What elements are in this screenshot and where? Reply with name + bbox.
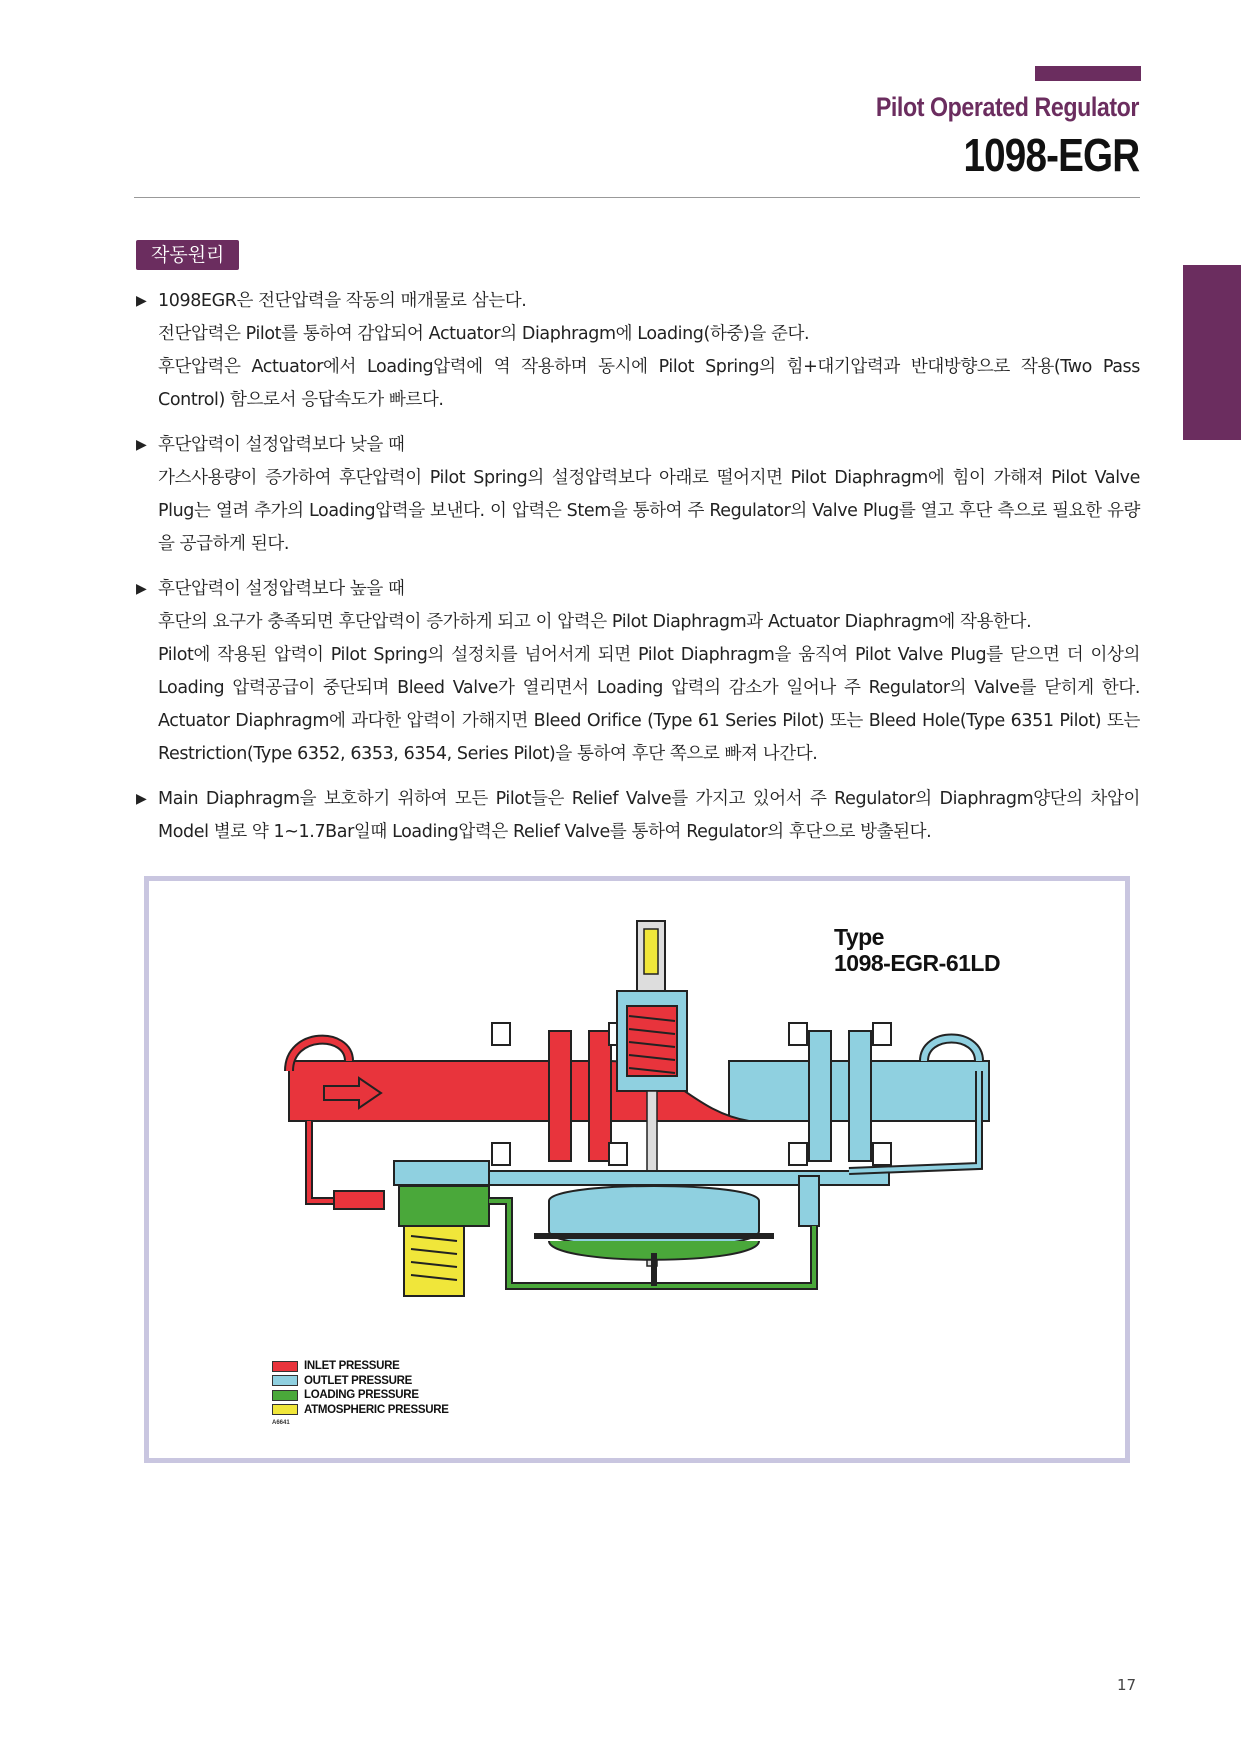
legend-label: INLET PRESSURE	[304, 1360, 400, 1373]
type-label-line1: Type	[834, 924, 884, 950]
legend-label: LOADING PRESSURE	[304, 1389, 419, 1402]
page-number: 17	[1117, 1676, 1137, 1694]
legend-item	[272, 1374, 449, 1389]
legend-swatch-loading	[272, 1390, 298, 1401]
page-title: 1098-EGR	[963, 129, 1139, 181]
bullet-line: 후단압력이 설정압력보다 높을 때	[158, 579, 405, 599]
header-accent-bar	[1035, 66, 1141, 81]
type-label-line2: 1098-EGR-61LD	[834, 950, 1001, 976]
page-subtitle: Pilot Operated Regulator	[875, 92, 1139, 122]
bullet-item	[136, 285, 1140, 417]
legend-swatch-atmospheric	[272, 1404, 298, 1415]
figure-code: A6641	[272, 1420, 290, 1426]
legend-item	[272, 1403, 449, 1418]
bullet-line: 후단의 요구가 충족되면 후단압력이 증가하게 되고 이 압력은 Pilot Diaphragm과 Actuator Diaphragm에 작용한다.	[158, 612, 1032, 632]
legend-item	[272, 1388, 449, 1403]
pressure-legend	[272, 1359, 449, 1426]
legend-label: OUTLET PRESSURE	[304, 1374, 412, 1387]
bullet-arrow-icon: ▶	[136, 293, 147, 309]
header-divider	[134, 197, 1140, 198]
bullet-line: 가스사용량이 증가하여 후단압력이 Pilot Spring의 설정압력보다 아래로 떨어지면 Pilot Diaphragm에 힘이 가해져 Pilot Valve Plug는 열려 추가의 Loading압력을 보낸다. 이 압력은 Stem을 통하여 주 Regulator의 Valve Plug를 열고 후단 측으로 필요한 유량을 공급하게 된다.	[158, 468, 1140, 554]
bullet-line: Pilot에 작용된 압력이 Pilot Spring의 설정치를 넘어서게 되면 Pilot Diaphragm을 움직여 Pilot Valve Plug를 닫으면 더 이상의 Loading 압력공급이 중단되며 Bleed Valve가 열리면서 Loading 압력의 감소가 일어나 주 Regulator의 Valve를 닫히게 한다. Actuator Diaphragm에 과다한 압력이 가해지면 Bleed Orifice (Type 61 Series Pilot) 또는 Bleed Hole(Type 6351 Pilot) 또는 Restriction(Type 6352, 6353, 6354, Series Pilot)을 통하여 후단 쪽으로 빠져 나간다.	[158, 645, 1140, 764]
legend-swatch-inlet	[272, 1361, 298, 1372]
type-label	[834, 924, 1000, 976]
bullet-item	[136, 783, 1140, 849]
bullet-line: 후단압력이 설정압력보다 낮을 때	[158, 435, 405, 455]
bullet-arrow-icon: ▶	[136, 581, 147, 597]
legend-label: ATMOSPHERIC PRESSURE	[304, 1403, 449, 1416]
bullet-line: 후단압력은 Actuator에서 Loading압력에 역 작용하며 동시에 Pilot Spring의 힘+대기압력과 반대방향으로 작용(Two Pass Control) 함으로서 응답속도가 빠르다.	[158, 357, 1140, 410]
bullet-item	[136, 573, 1140, 771]
section-label: 작동원리	[136, 240, 239, 270]
bullet-line: 1098EGR은 전단압력을 작동의 매개물로 삼는다.	[158, 291, 527, 311]
legend-swatch-outlet	[272, 1375, 298, 1386]
regulator-figure	[144, 876, 1130, 1463]
side-chapter-tab	[1183, 265, 1241, 440]
bullet-arrow-icon: ▶	[136, 791, 147, 807]
bullet-item	[136, 429, 1140, 561]
legend-item	[272, 1359, 449, 1374]
bullet-line: 전단압력은 Pilot를 통하여 감압되어 Actuator의 Diaphragm에 Loading(하중)을 준다.	[158, 324, 810, 344]
principle-text	[136, 285, 1140, 849]
bullet-line: Main Diaphragm을 보호하기 위하여 모든 Pilot들은 Relief Valve를 가지고 있어서 주 Regulator의 Diaphragm양단의 차압이 Model 별로 약 1~1.7Bar일때 Loading압력은 Relief Valve를 통하여 Regulator의 후단으로 방출된다.	[158, 789, 1140, 842]
bullet-arrow-icon: ▶	[136, 437, 147, 453]
